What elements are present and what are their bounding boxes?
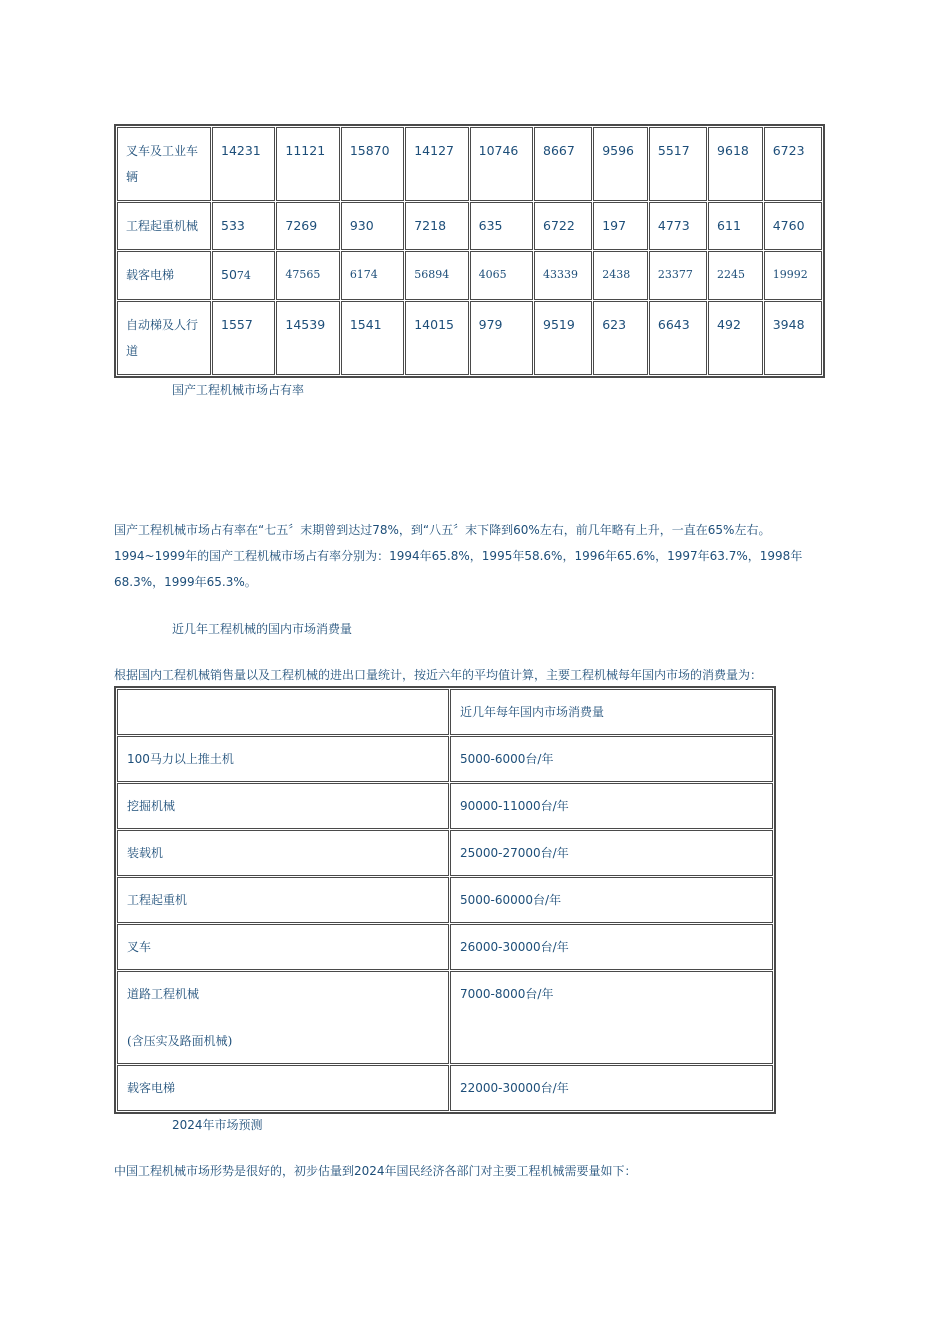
consumption-table [114,686,776,1114]
table-cell: 14539 [276,301,339,375]
item-value: 5000-60000台/年 [450,877,773,923]
table-cell: 6722 [534,202,592,250]
table-row [117,736,773,782]
table-cell: 14127 [405,127,468,201]
cell-part: 50 [221,267,237,282]
table-row [117,127,822,201]
table-cell: 197 [593,202,648,250]
table-row [117,924,773,970]
item-name: 挖掘机械 [117,783,449,829]
table-cell: 15870 [341,127,404,201]
table-row [117,251,822,300]
table-cell: 47565 [276,251,339,300]
table-cell: 14015 [405,301,468,375]
table-cell: 9596 [593,127,648,201]
item-name: 100马力以上推土机 [117,736,449,782]
paragraph: 中国工程机械市场形势是很好的，初步估量到2024年国民经济各部门对主要工程机械需要量如下： [114,1164,637,1178]
table-cell: 9618 [708,127,763,201]
row-label: 载客电梯 [117,251,211,300]
item-name: 工程起重机 [117,877,449,923]
table-cell: 3948 [764,301,822,375]
table-cell: 7269 [276,202,339,250]
table-cell: 533 [212,202,275,250]
header-cell: 近几年每年国内市场消费量 [450,689,773,735]
paragraph-line: 1994~1999年的国产工程机械市场占有率分别为：1994年65.8%，1995年58.6%，1996年65.6%，1997年63.7%，1998年 [114,549,803,563]
table-cell: 8667 [534,127,592,201]
table-row [117,783,773,829]
paragraph [114,517,844,595]
item-note: (含压实及路面机械) [127,1034,233,1048]
table-cell: 11121 [276,127,339,201]
table-cell [212,251,275,300]
table-cell: 4773 [649,202,707,250]
row-label: 叉车及工业车辆 [117,127,211,201]
item-name: 装载机 [117,830,449,876]
paragraph-line: 68.3%，1999年65.3%。 [114,575,257,589]
table-cell: 10746 [470,127,533,201]
table-cell: 14231 [212,127,275,201]
table-row [117,301,822,375]
table-cell: 6723 [764,127,822,201]
table-cell: 979 [470,301,533,375]
item-name: 载客电梯 [117,1065,449,1111]
item-name: 叉车 [117,924,449,970]
table-cell: 492 [708,301,763,375]
header-cell [117,689,449,735]
table-cell: 7218 [405,202,468,250]
item-value: 7000-8000台/年 [450,971,773,1064]
table-row [117,877,773,923]
table-row [117,830,773,876]
table-cell: 4760 [764,202,822,250]
item-name-cell [117,971,449,1064]
item-value: 22000-30000台/年 [450,1065,773,1111]
table-cell: 43339 [534,251,592,300]
cell-part: 74 [236,269,251,282]
item-value: 25000-27000台/年 [450,830,773,876]
section-heading: 近几年工程机械的国内市场消费量 [172,622,353,636]
table-cell: 23377 [649,251,707,300]
section-heading: 国产工程机械市场占有率 [172,383,305,397]
item-value: 5000-6000台/年 [450,736,773,782]
table-cell: 623 [593,301,648,375]
table-cell: 635 [470,202,533,250]
item-name: 道路工程机械 [127,987,200,1001]
production-table [114,124,825,378]
section-heading: 2024年市场预测 [172,1118,263,1132]
table-cell: 611 [708,202,763,250]
paragraph: 根据国内工程机械销售量以及工程机械的进出口量统计，按近六年的平均值计算，主要工程机械每年国内市场的消费量为： [114,668,763,682]
table-row [117,202,822,250]
table-cell: 2438 [593,251,648,300]
row-label: 工程起重机械 [117,202,211,250]
table-cell: 6174 [341,251,404,300]
table-header-row [117,689,773,735]
table-cell: 9519 [534,301,592,375]
row-label: 自动梯及人行道 [117,301,211,375]
table-cell: 6643 [649,301,707,375]
table-cell: 930 [341,202,404,250]
item-value: 26000-30000台/年 [450,924,773,970]
table-cell: 56894 [405,251,468,300]
table-row [117,971,773,1064]
table-row [117,1065,773,1111]
table-cell: 4065 [470,251,533,300]
table-cell: 2245 [708,251,763,300]
paragraph-line: 国产工程机械市场占有率在“七五〞末期曾到达过78%，到“八五〞末下降到60%左右，前几年略有上升，一直在65%左右。 [114,523,771,537]
item-value: 90000-11000台/年 [450,783,773,829]
table-cell: 1541 [341,301,404,375]
table-cell: 19992 [764,251,822,300]
table-cell: 1557 [212,301,275,375]
table-cell: 5517 [649,127,707,201]
